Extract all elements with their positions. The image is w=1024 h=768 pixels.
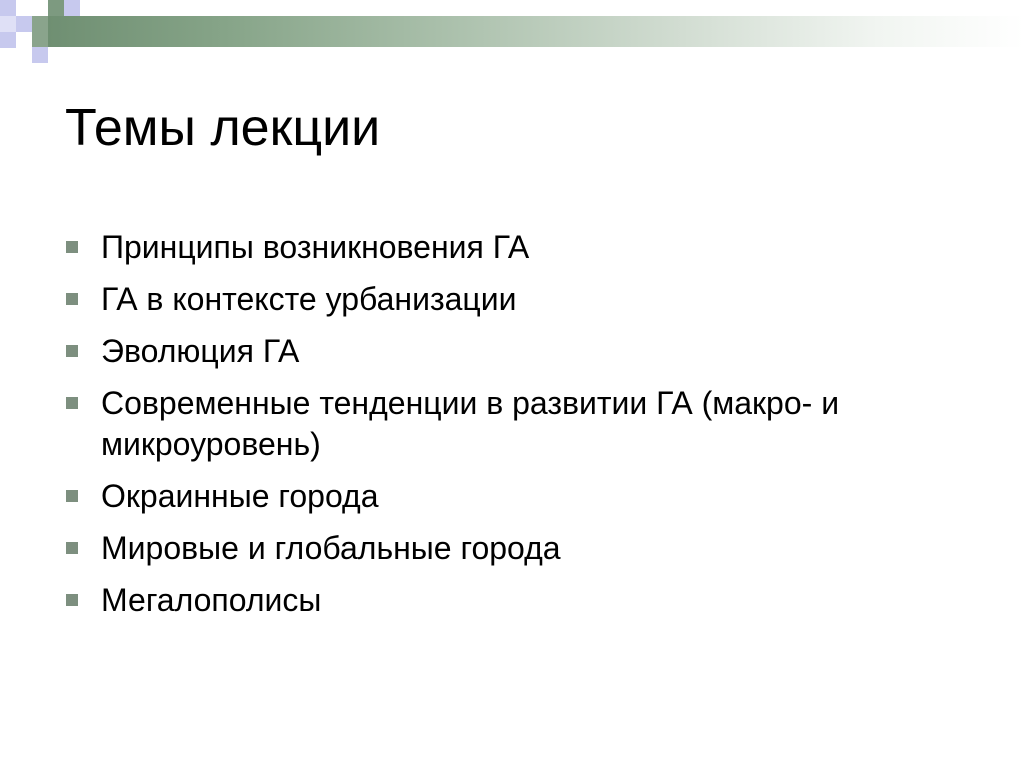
bullet-text: Современные тенденции в развитии ГА (макро- и микроуровень) <box>101 385 840 462</box>
header-decoration-band <box>48 16 1024 47</box>
square-bullet-icon <box>66 490 78 502</box>
corner-square-decoration <box>16 16 32 32</box>
bullet-text: ГА в контексте урбанизации <box>101 281 517 317</box>
square-bullet-icon <box>66 293 78 305</box>
corner-square-decoration <box>0 32 16 48</box>
list-item <box>66 331 966 372</box>
corner-square-decoration <box>32 47 48 63</box>
bullet-text: Мировые и глобальные города <box>101 530 561 566</box>
corner-square-decoration <box>48 0 64 16</box>
square-bullet-icon <box>66 241 78 253</box>
bullet-text: Эволюция ГА <box>101 333 300 369</box>
square-bullet-icon <box>66 345 78 357</box>
corner-square-decoration <box>64 0 80 16</box>
square-bullet-icon <box>66 542 78 554</box>
square-bullet-icon <box>66 397 78 409</box>
corner-square-decoration <box>0 16 16 32</box>
list-item <box>66 580 966 621</box>
corner-square-decoration <box>32 16 48 47</box>
bullet-text: Окраинные города <box>101 478 379 514</box>
bullet-list <box>66 227 966 632</box>
list-item <box>66 227 966 268</box>
bullet-text: Мегалополисы <box>101 582 322 618</box>
list-item <box>66 279 966 320</box>
list-item <box>66 383 966 465</box>
bullet-text: Принципы возникновения ГА <box>101 229 530 265</box>
list-item <box>66 476 966 517</box>
corner-square-decoration <box>0 0 16 16</box>
slide-title: Темы лекции <box>65 99 381 157</box>
square-bullet-icon <box>66 594 78 606</box>
list-item <box>66 528 966 569</box>
